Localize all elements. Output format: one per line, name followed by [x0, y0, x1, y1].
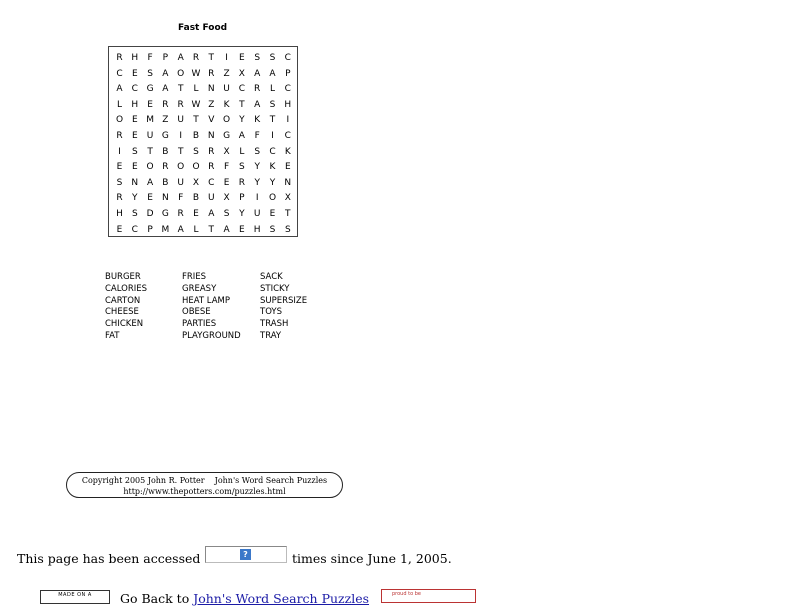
grid-letter: A: [116, 84, 123, 95]
grid-letter: O: [192, 162, 200, 173]
word-list-column-1: [105, 272, 147, 343]
grid-letter: R: [162, 162, 169, 173]
grid-letter: R: [254, 84, 261, 95]
grid-row: [109, 193, 299, 209]
grid-letter: Y: [132, 193, 138, 204]
grid-letter: X: [238, 68, 245, 79]
grid-letter: W: [191, 68, 201, 79]
grid-letter: T: [208, 53, 215, 63]
grid-letter: R: [116, 131, 123, 141]
grid-letter: F: [178, 193, 184, 204]
grid-letter: U: [177, 177, 184, 188]
grid-letter: C: [131, 224, 138, 235]
grid-letter: C: [131, 84, 138, 95]
grid-letter: T: [147, 146, 153, 157]
go-back-link[interactable]: John's Word Search Puzzles: [193, 591, 370, 606]
word-search-grid: [108, 46, 298, 237]
grid-letter: E: [269, 209, 276, 219]
grid-letter: C: [238, 84, 246, 95]
grid-letter: X: [223, 146, 230, 157]
grid-letter: Y: [254, 162, 260, 173]
grid-row: [109, 100, 299, 116]
puzzle-title: Fast Food: [178, 23, 228, 33]
word-item: SUPERSIZE: [260, 295, 308, 306]
grid-letter: P: [239, 193, 245, 204]
grid-letter: H: [284, 99, 292, 110]
grid-letter: E: [131, 162, 138, 173]
grid-letter: M: [161, 224, 170, 235]
word-list-column-3: [260, 272, 307, 343]
grid-letter: R: [208, 68, 215, 79]
grid-letter: N: [207, 84, 215, 95]
grid-letter: R: [177, 99, 184, 110]
grid-letter: O: [268, 193, 277, 204]
grid-row: [109, 209, 299, 225]
grid-row: [109, 131, 299, 147]
word-item: GREASY: [182, 283, 217, 294]
grid-letter: D: [146, 209, 154, 219]
grid-letter: A: [162, 84, 169, 95]
word-item: CARTON: [105, 295, 141, 306]
word-item: TOYS: [260, 307, 283, 318]
grid-letter: C: [284, 131, 291, 141]
proud-to-be-badge[interactable]: proud to be: [381, 589, 476, 603]
grid-letter: O: [223, 115, 231, 126]
grid-letter: R: [208, 162, 215, 173]
copyright-owner: Copyright 2005 John R. Potter: [81, 476, 205, 485]
word-item: HEAT LAMP: [182, 295, 231, 306]
grid-letter: I: [179, 131, 183, 141]
grid-letter: X: [192, 177, 200, 188]
grid-letter: E: [223, 177, 230, 188]
grid-letter: I: [271, 131, 274, 141]
grid-letter: T: [239, 99, 245, 110]
grid-letter: O: [177, 68, 185, 79]
grid-letter: C: [284, 84, 291, 95]
grid-letter: N: [131, 177, 139, 188]
grid-letter: A: [177, 224, 184, 235]
grid-letter: R: [177, 209, 184, 219]
grid-letter: L: [269, 84, 275, 95]
grid-letter: T: [285, 209, 291, 219]
grid-letter: Y: [269, 177, 276, 188]
grid-letter: P: [162, 53, 169, 63]
grid-letter: K: [223, 99, 230, 110]
grid-letter: H: [253, 224, 261, 235]
grid-letter: P: [285, 68, 291, 79]
grid-letter: K: [254, 115, 261, 126]
hit-counter: [205, 546, 287, 563]
grid-letter: S: [193, 146, 199, 157]
grid-letter: U: [208, 193, 215, 204]
grid-letter: U: [223, 84, 230, 95]
grid-letter: A: [254, 99, 261, 110]
grid-letter: A: [238, 131, 245, 141]
grid-letter: C: [208, 177, 215, 188]
grid-letter: G: [161, 209, 169, 219]
grid-letter: I: [286, 115, 290, 126]
grid-letter: S: [147, 68, 153, 79]
word-item: CHICKEN: [105, 319, 144, 330]
grid-letter: B: [192, 193, 200, 204]
grid-letter: O: [115, 115, 124, 126]
grid-letter: T: [193, 115, 199, 126]
grid-letter: Y: [254, 177, 260, 188]
grid-letter: O: [146, 162, 154, 173]
grid-letter: S: [269, 53, 276, 63]
grid-letter: E: [131, 115, 138, 126]
made-on-mac-badge[interactable]: MADE ON A: [40, 590, 110, 604]
grid-letter: C: [116, 68, 123, 79]
grid-letter: S: [239, 162, 245, 173]
grid-letter: S: [254, 53, 261, 63]
grid-letter: G: [161, 131, 169, 141]
grid-letter: E: [116, 162, 123, 173]
grid-letter: A: [223, 224, 230, 235]
copyright-site-name: John's Word Search Puzzles: [214, 476, 328, 485]
grid-letter: T: [208, 224, 215, 235]
grid-row: [109, 147, 299, 163]
grid-letter: B: [192, 131, 200, 141]
grid-letter: N: [207, 131, 215, 141]
grid-letter: A: [177, 53, 184, 63]
grid-letter: R: [162, 99, 169, 110]
grid-letter: L: [116, 99, 122, 110]
grid-letter: U: [177, 115, 184, 126]
grid-letter: U: [253, 209, 261, 219]
grid-letter: V: [208, 115, 215, 126]
grid-row: [109, 178, 299, 194]
grid-letter: S: [254, 146, 261, 157]
grid-letter: O: [177, 162, 185, 173]
grid-letter: E: [131, 68, 138, 79]
grid-letter: H: [131, 53, 139, 63]
grid-letter: P: [147, 224, 153, 235]
grid-letter: N: [162, 193, 169, 204]
grid-letter: R: [192, 53, 200, 63]
word-item: OBESE: [182, 307, 211, 318]
grid-letter: G: [223, 131, 231, 141]
grid-letter: E: [131, 131, 138, 141]
grid-letter: T: [269, 115, 276, 126]
grid-letter: B: [162, 146, 169, 157]
grid-letter: H: [131, 99, 139, 110]
grid-letter: R: [116, 53, 123, 63]
grid-letter: E: [239, 224, 245, 235]
grid-row: [109, 69, 299, 85]
grid-letter: E: [193, 209, 199, 219]
grid-letter: A: [254, 68, 261, 79]
grid-letter: E: [116, 224, 123, 235]
grid-letter: F: [147, 53, 153, 63]
grid-letter: E: [284, 162, 291, 173]
grid-letter: K: [269, 162, 276, 173]
broken-image-icon: ?: [240, 549, 251, 560]
copyright-line: [67, 475, 342, 486]
grid-letter: R: [116, 193, 123, 204]
word-item: CALORIES: [105, 283, 148, 294]
word-item: TRAY: [260, 330, 282, 341]
grid-letter: I: [255, 193, 259, 204]
word-item: SACK: [260, 272, 283, 282]
word-item: BURGER: [105, 272, 141, 282]
grid-letter: Z: [208, 99, 215, 110]
grid-letter: S: [223, 209, 230, 219]
grid-row: [109, 84, 299, 100]
grid-letter: X: [284, 193, 291, 204]
word-item: PARTIES: [182, 319, 217, 330]
grid-row: [109, 162, 299, 178]
word-item: FAT: [105, 330, 120, 341]
word-item: FRIES: [182, 272, 207, 282]
grid-letter: I: [225, 53, 228, 63]
grid-letter: C: [284, 53, 291, 63]
grid-letter: A: [269, 68, 276, 79]
copyright-url: http://www.thepotters.com/puzzles.html: [123, 487, 286, 496]
grid-letter: A: [162, 68, 169, 79]
grid-letter: Z: [223, 68, 230, 79]
copyright-box: [66, 472, 343, 498]
grid-letter: B: [162, 177, 169, 188]
word-item: STICKY: [260, 283, 290, 294]
grid-letter: U: [146, 131, 154, 141]
grid-letter: Y: [239, 115, 245, 126]
word-item: CHEESE: [105, 307, 139, 318]
grid-letter: A: [208, 209, 215, 219]
grid-letter: F: [224, 162, 230, 173]
grid-letter: S: [131, 209, 138, 219]
grid-letter: X: [223, 193, 230, 204]
grid-letter: Y: [239, 209, 245, 219]
grid-letter: S: [269, 224, 276, 235]
grid-letter: S: [131, 146, 138, 157]
grid-letter: H: [116, 209, 123, 219]
go-back-line: [120, 591, 369, 606]
grid-letter: C: [269, 146, 276, 157]
grid-letter: R: [238, 177, 246, 188]
grid-letter: A: [147, 177, 154, 188]
grid-letter: R: [208, 146, 215, 157]
grid-letter: W: [191, 99, 201, 110]
grid-letter: G: [146, 84, 154, 95]
grid-row: [109, 53, 299, 69]
grid-letter: E: [147, 99, 153, 110]
grid-row: [109, 225, 299, 241]
grid-letter: S: [269, 99, 276, 110]
grid-letter: L: [193, 224, 199, 235]
grid-letter: T: [177, 146, 184, 157]
grid-letter: Z: [162, 115, 169, 126]
word-list-column-2: [182, 272, 241, 343]
grid-letter: K: [284, 146, 291, 157]
grid-letter: L: [193, 84, 199, 95]
grid-letter: S: [284, 224, 291, 235]
grid-letter: I: [118, 146, 121, 157]
grid-letter: L: [239, 146, 245, 157]
access-counter-prefix: This page has been accessed: [17, 551, 201, 566]
access-counter-suffix: times since June 1, 2005.: [292, 551, 452, 566]
grid-letter: M: [146, 115, 154, 126]
grid-letter: T: [177, 84, 184, 95]
grid-letter: E: [239, 53, 245, 63]
grid-letter: S: [116, 177, 123, 188]
go-back-prefix: Go Back to: [120, 591, 190, 606]
grid-row: [109, 115, 299, 131]
grid-letter: E: [147, 193, 153, 204]
word-item: TRASH: [260, 319, 289, 330]
grid-letter: N: [284, 177, 292, 188]
grid-letter: F: [254, 131, 260, 141]
word-item: PLAYGROUND: [182, 330, 241, 341]
